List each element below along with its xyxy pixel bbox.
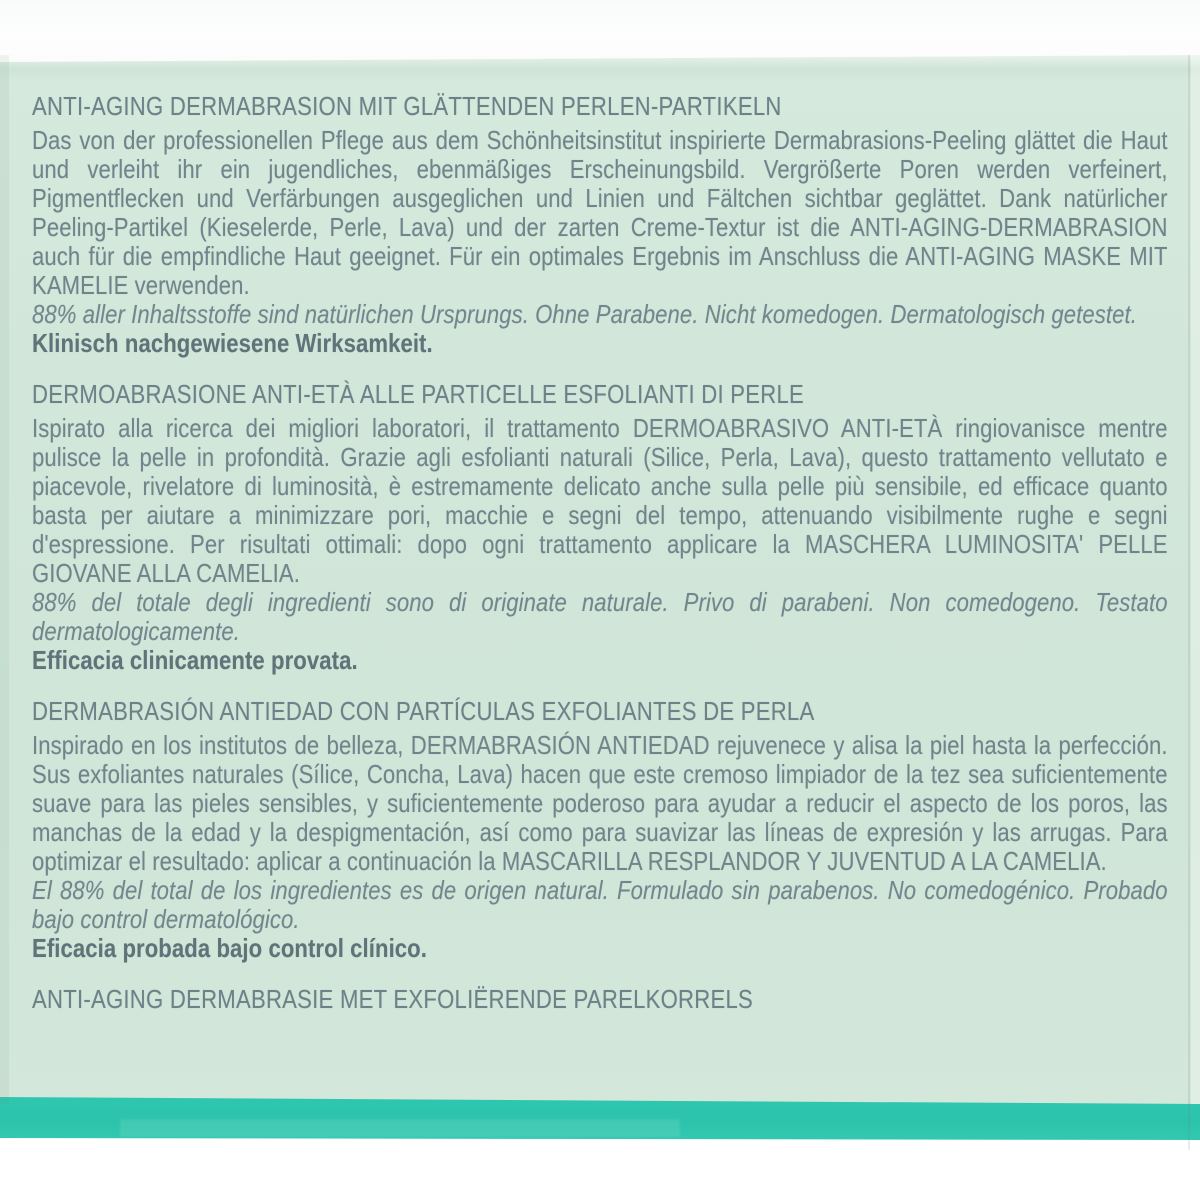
bottom-white-strip xyxy=(0,1136,1200,1200)
heading-italian: DERMOABRASIONE ANTI-ETÀ ALLE PARTICELLE ESFOLIANTI DI PERLE xyxy=(32,379,804,409)
section-german xyxy=(32,92,1168,358)
note-german: 88% aller Inhaltsstoffe sind natürlichen Ursprungs. Ohne Parabene. Nicht komedogen. Dermatologisch getestet. xyxy=(32,299,1137,329)
note-spanish: El 88% del total de los ingredientes es de origen natural. Formulado sin parabenos. No comedogénico. Probado bajo control dermatológico. xyxy=(32,875,1168,934)
heading-spanish: DERMABRASIÓN ANTIEDAD CON PARTÍCULAS EXFOLIANTES DE PERLA xyxy=(32,696,815,726)
note-italian: 88% del totale degli ingredienti sono di originate naturale. Privo di parabeni. Non comedogeno. Testato dermatologicamente. xyxy=(32,587,1168,646)
box-right-edge-line xyxy=(1188,55,1190,1150)
claim-german: Klinisch nachgewiesene Wirksamkeit. xyxy=(32,328,433,358)
section-italian xyxy=(32,380,1168,675)
teal-band xyxy=(0,1097,1200,1141)
condensed-text-column xyxy=(32,92,1168,1014)
teal-band-sheen xyxy=(120,1119,680,1137)
claim-spanish: Eficacia probada bajo control clínico. xyxy=(32,933,427,963)
claim-italian: Efficacia clinicamente provata. xyxy=(32,645,358,675)
body-german: Das von der professionellen Pflege aus dem Schönheitsinstitut inspirierte Dermabrasions-Peeling glättet die Haut und verleiht ihr ein jugendliches, ebenmäßiges Erscheinungsbild. Vergrößerte Poren werden verfeinert, Pigmentflecken und Verfärbungen ausgeglichen und Linien und Fältchen sichtbar geglättet. Dank natürlicher Peeling-Partikel (Kieselerde, Perle, Lava) und der zarten Creme-Textur ist die ANTI-AGING-DERMABRASION auch für die empfindliche Haut geeignet. Für ein optimales Ergebnis im Anschluss die ANTI-AGING MASKE MIT KAMELIE verwenden. xyxy=(32,125,1168,300)
box-right-edge-highlight xyxy=(1191,55,1200,1104)
heading-dutch: ANTI-AGING DERMABRASIE MET EXFOLIËRENDE PARELKORRELS xyxy=(32,984,754,1014)
body-spanish: Inspirado en los institutos de belleza, DERMABRASIÓN ANTIEDAD rejuvenece y alisa la piel hasta la perfección. Sus exfoliantes naturales (Sílice, Concha, Lava) hacen que este cremoso limpiador de la tez sea suficientemente suave para las pieles sensibles, y suficientemente poderoso para ayudar a reducir el aspecto de los poros, las manchas de la edad y la despigmentación, así como para suavizar las líneas de expresión y las arrugas. Para optimizar el resultado: aplicar a continuación la MASCARILLA RESPLANDOR Y JUVENTUD A LA CAMELIA. xyxy=(32,730,1168,876)
section-dutch xyxy=(32,985,1168,1014)
body-italian: Ispirato alla ricerca dei migliori laboratori, il trattamento DERMOABRASIVO ANTI-ETÀ ringiovanisce mentre pulisce la pelle in profondità. Grazie agli esfolianti naturali (Silice, Perla, Lava), questo trattamento vellutato e piacevole, rivelatore di luminosità, è estremamente delicato anche sulla pelle più sensibile, ed efficace quanto basta per aiutare a minimizzare pori, macchie e segni del tempo, attenuando visibilmente rughe e segni d'espressione. Per risultati ottimali: dopo ogni trattamento applicare la MASCHERA LUMINOSITA' PELLE GIOVANE ALLA CAMELIA. xyxy=(32,413,1168,588)
box-left-edge-shade xyxy=(0,55,9,1104)
top-white-strip xyxy=(0,0,1200,62)
label-text-content xyxy=(0,55,1200,1014)
mint-text-panel xyxy=(0,55,1200,1104)
heading-german: ANTI-AGING DERMABRASION MIT GLÄTTENDEN PERLEN-PARTIKELN xyxy=(32,91,782,121)
section-spanish xyxy=(32,697,1168,963)
